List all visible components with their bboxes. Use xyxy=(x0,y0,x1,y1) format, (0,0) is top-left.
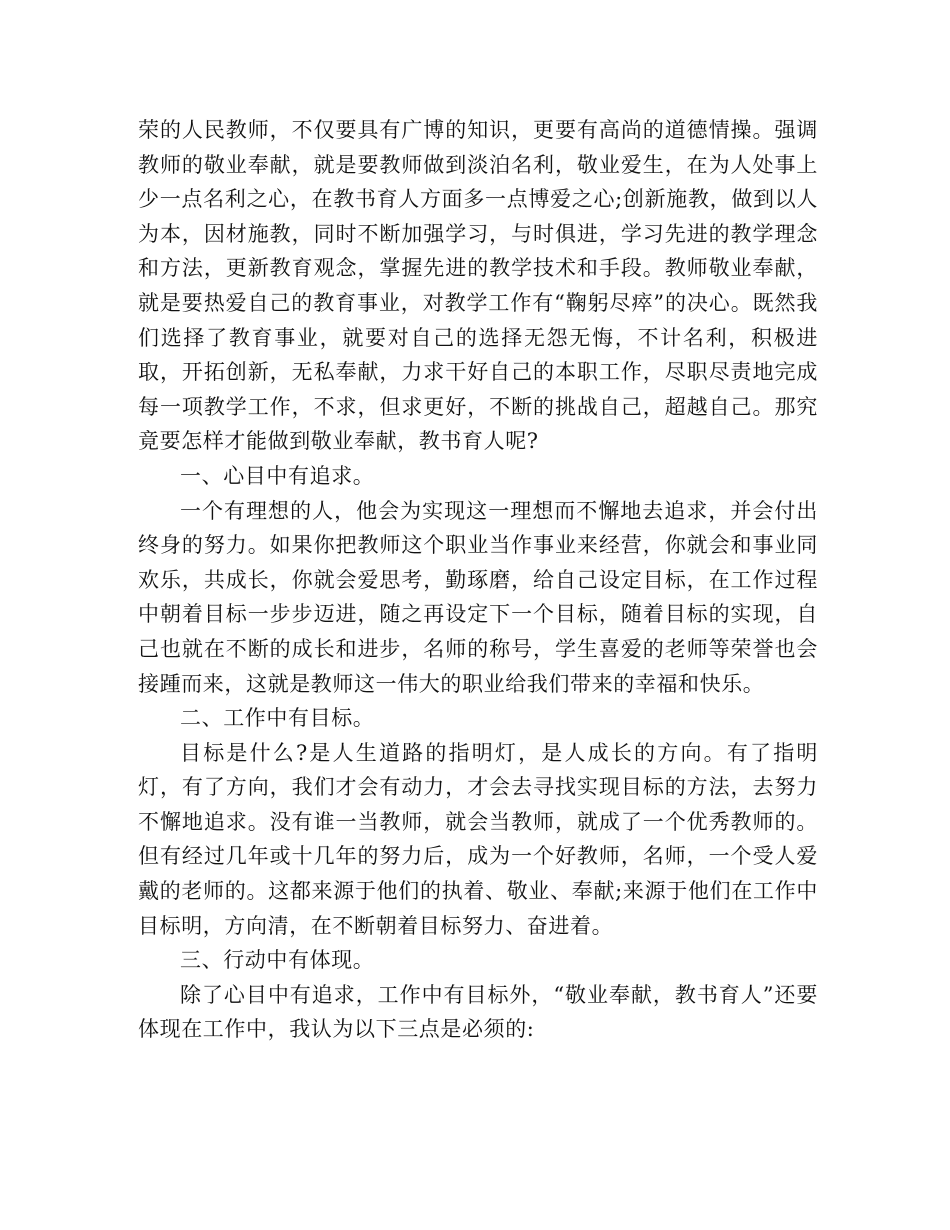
document-page xyxy=(138,113,818,1047)
body-paragraph-3: 除了心目中有追求，工作中有目标外，“敬业奉献，教书育人”还要体现在工作中，我认为以下三点是必须的: xyxy=(138,982,818,1042)
section-heading-1: 一、心目中有追求。 xyxy=(180,463,375,488)
section-heading-2: 二、工作中有目标。 xyxy=(180,706,375,731)
section-heading-3: 三、行动中有体现。 xyxy=(180,948,375,973)
body-paragraph-2: 目标是什么?是人生道路的指明灯，是人成长的方向。有了指明灯，有了方向，我们才会有动力，才会去寻找实现目标的方法，去努力不懈地追求。没有谁一当教师，就会当教师，就成了一个优秀教师的。但有经过几年或十几年的努力后，成为一个好教师，名师，一个受人爱戴的老师的。这都来源于他们的执着、敬业、奉献;来源于他们在工作中目标明，方向清，在不断朝着目标努力、奋进着。 xyxy=(138,740,818,938)
body-paragraph-1: 一个有理想的人，他会为实现这一理想而不懈地去追求，并会付出终身的努力。如果你把教师这个职业当作事业来经营，你就会和事业同欢乐，共成长，你就会爱思考，勤琢磨，给自己设定目标，在工作过程中朝着目标一步步迈进，随之再设定下一个目标，随着目标的实现，自己也就在不断的成长和进步，名师的称号，学生喜爱的老师等荣誉也会接踵而来，这就是教师这一伟大的职业给我们带来的幸福和快乐。 xyxy=(138,498,818,696)
body-paragraph-continuation: 荣的人民教师，不仅要具有广博的知识，更要有高尚的道德情操。强调教师的敬业奉献，就是要教师做到淡泊名利，敬业爱生，在为人处事上少一点名利之心，在教书育人方面多一点博爱之心;创新施教，做到以人为本，因材施教，同时不断加强学习，与时俱进，学习先进的教学理念和方法，更新教育观念，掌握先进的教学技术和手段。教师敬业奉献，就是要热爱自己的教育事业，对教学工作有“鞠躬尽瘁”的决心。既然我们选择了教育事业，就要对自己的选择无怨无悔，不计名利，积极进取，开拓创新，无私奉献，力求干好自己的本职工作，尽职尽责地完成每一项教学工作，不求，但求更好，不断的挑战自己，超越自己。那究竟要怎样才能做到敬业奉献，教书育人呢? xyxy=(138,118,818,454)
